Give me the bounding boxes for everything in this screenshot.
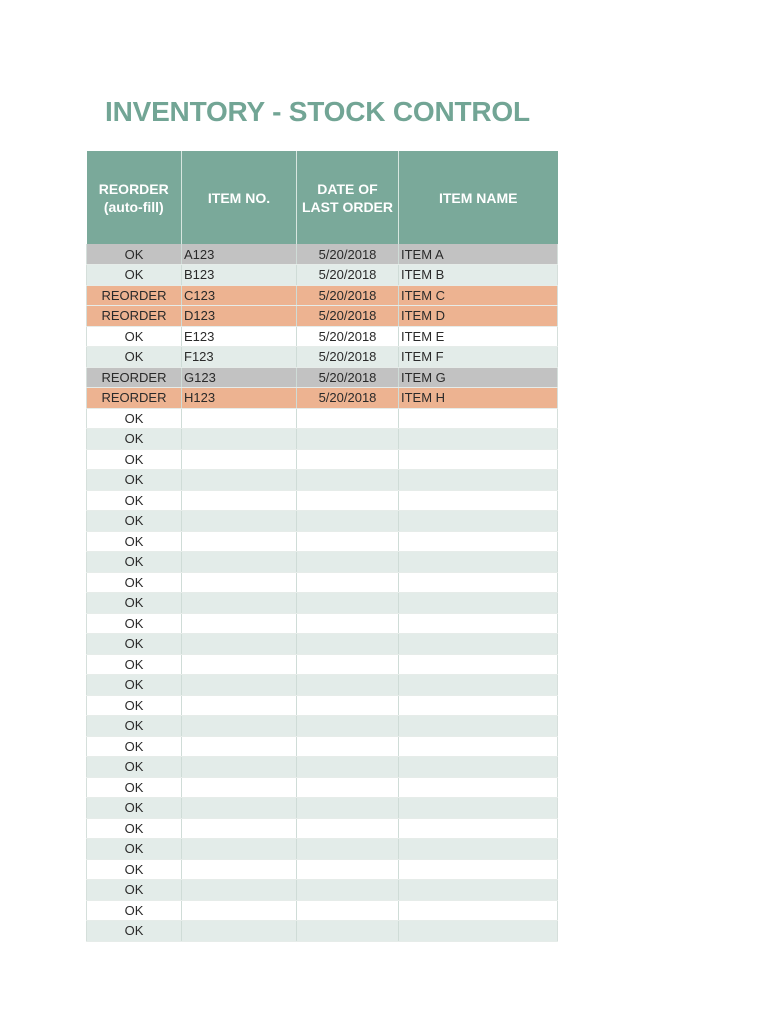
- item-no-cell[interactable]: [182, 552, 297, 573]
- table-row: [87, 880, 558, 901]
- reorder-status-cell[interactable]: OK: [87, 839, 182, 860]
- table-row: [87, 736, 558, 757]
- item-name-cell[interactable]: ITEM E: [399, 326, 558, 347]
- date-cell[interactable]: 5/20/2018: [297, 388, 399, 409]
- item-no-cell[interactable]: [182, 880, 297, 901]
- item-no-cell[interactable]: [182, 531, 297, 552]
- item-name-cell[interactable]: ITEM G: [399, 367, 558, 388]
- item-name-cell[interactable]: [399, 593, 558, 614]
- item-name-cell[interactable]: [399, 449, 558, 470]
- table-row: [87, 449, 558, 470]
- table-row: [87, 285, 558, 306]
- item-no-cell[interactable]: [182, 490, 297, 511]
- reorder-status-cell[interactable]: OK: [87, 613, 182, 634]
- item-no-cell[interactable]: G123: [182, 367, 297, 388]
- reorder-status-cell[interactable]: OK: [87, 531, 182, 552]
- table-row: [87, 326, 558, 347]
- item-name-cell[interactable]: [399, 757, 558, 778]
- date-cell[interactable]: [297, 470, 399, 491]
- item-no-cell[interactable]: [182, 675, 297, 696]
- reorder-status-cell[interactable]: OK: [87, 900, 182, 921]
- date-cell[interactable]: [297, 900, 399, 921]
- date-cell[interactable]: [297, 613, 399, 634]
- item-name-cell[interactable]: [399, 900, 558, 921]
- reorder-status-cell[interactable]: OK: [87, 654, 182, 675]
- item-no-cell[interactable]: F123: [182, 347, 297, 368]
- table-row: [87, 511, 558, 532]
- table-row: [87, 798, 558, 819]
- date-cell[interactable]: [297, 572, 399, 593]
- table-row: [87, 552, 558, 573]
- date-cell[interactable]: [297, 716, 399, 737]
- table-row: [87, 429, 558, 450]
- table-row: [87, 367, 558, 388]
- table-row: [87, 470, 558, 491]
- header-item-no[interactable]: [182, 151, 297, 244]
- reorder-status-cell[interactable]: OK: [87, 449, 182, 470]
- item-no-cell[interactable]: [182, 695, 297, 716]
- item-no-cell[interactable]: [182, 470, 297, 491]
- date-cell[interactable]: [297, 408, 399, 429]
- table-row: [87, 244, 558, 265]
- page-title: INVENTORY - STOCK CONTROL: [105, 96, 530, 127]
- date-cell[interactable]: [297, 921, 399, 942]
- item-name-cell[interactable]: [399, 490, 558, 511]
- reorder-status-cell[interactable]: OK: [87, 777, 182, 798]
- table-row: [87, 900, 558, 921]
- date-cell[interactable]: [297, 675, 399, 696]
- reorder-status-cell[interactable]: OK: [87, 511, 182, 532]
- date-cell[interactable]: 5/20/2018: [297, 347, 399, 368]
- item-name-cell[interactable]: [399, 408, 558, 429]
- item-name-cell[interactable]: [399, 634, 558, 655]
- table-body: [87, 244, 558, 941]
- date-cell[interactable]: 5/20/2018: [297, 326, 399, 347]
- table-row: [87, 695, 558, 716]
- item-name-cell[interactable]: [399, 859, 558, 880]
- table-row: [87, 593, 558, 614]
- date-cell[interactable]: [297, 654, 399, 675]
- reorder-status-cell[interactable]: OK: [87, 572, 182, 593]
- table-row: [87, 265, 558, 286]
- reorder-status-cell[interactable]: OK: [87, 675, 182, 696]
- table-row: [87, 572, 558, 593]
- item-name-cell[interactable]: [399, 818, 558, 839]
- item-name-cell[interactable]: [399, 798, 558, 819]
- item-name-cell[interactable]: ITEM A: [399, 244, 558, 265]
- item-name-cell[interactable]: ITEM F: [399, 347, 558, 368]
- item-name-cell[interactable]: [399, 613, 558, 634]
- reorder-status-cell[interactable]: OK: [87, 818, 182, 839]
- date-cell[interactable]: [297, 880, 399, 901]
- header-item-name-label: ITEM NAME: [438, 189, 518, 206]
- date-cell[interactable]: [297, 511, 399, 532]
- item-name-cell[interactable]: [399, 675, 558, 696]
- table-row: [87, 408, 558, 429]
- date-cell[interactable]: [297, 552, 399, 573]
- table-row: [87, 388, 558, 409]
- item-name-cell[interactable]: ITEM C: [399, 285, 558, 306]
- date-cell[interactable]: [297, 839, 399, 860]
- reorder-status-cell[interactable]: OK: [87, 921, 182, 942]
- item-name-cell[interactable]: [399, 880, 558, 901]
- header-date-line-2: LAST ORDER: [302, 198, 393, 215]
- item-no-cell[interactable]: [182, 859, 297, 880]
- table-row: [87, 716, 558, 737]
- table-row: [87, 490, 558, 511]
- reorder-status-cell[interactable]: OK: [87, 798, 182, 819]
- reorder-status-cell[interactable]: REORDER: [87, 367, 182, 388]
- table-row: [87, 757, 558, 778]
- item-no-cell[interactable]: [182, 757, 297, 778]
- table-row: [87, 347, 558, 368]
- reorder-status-cell[interactable]: OK: [87, 736, 182, 757]
- item-no-cell[interactable]: [182, 593, 297, 614]
- item-no-cell[interactable]: [182, 572, 297, 593]
- item-name-cell[interactable]: [399, 654, 558, 675]
- table-row: [87, 859, 558, 880]
- reorder-status-cell[interactable]: OK: [87, 880, 182, 901]
- item-no-cell[interactable]: D123: [182, 306, 297, 327]
- table-row: [87, 531, 558, 552]
- item-name-cell[interactable]: [399, 777, 558, 798]
- item-name-cell[interactable]: [399, 736, 558, 757]
- table-row: [87, 613, 558, 634]
- reorder-status-cell[interactable]: REORDER: [87, 388, 182, 409]
- date-cell[interactable]: [297, 818, 399, 839]
- reorder-status-cell[interactable]: OK: [87, 716, 182, 737]
- date-cell[interactable]: [297, 490, 399, 511]
- date-cell[interactable]: [297, 695, 399, 716]
- reorder-status-cell[interactable]: OK: [87, 470, 182, 491]
- inventory-table: [86, 151, 558, 942]
- table-row: [87, 818, 558, 839]
- reorder-status-cell[interactable]: OK: [87, 429, 182, 450]
- item-no-cell[interactable]: [182, 613, 297, 634]
- item-no-cell[interactable]: [182, 449, 297, 470]
- reorder-status-cell[interactable]: OK: [87, 490, 182, 511]
- item-no-cell[interactable]: [182, 429, 297, 450]
- reorder-status-cell[interactable]: OK: [87, 552, 182, 573]
- reorder-status-cell[interactable]: OK: [87, 859, 182, 880]
- reorder-status-cell[interactable]: OK: [87, 347, 182, 368]
- item-no-cell[interactable]: [182, 511, 297, 532]
- table-row: [87, 654, 558, 675]
- item-no-cell[interactable]: [182, 900, 297, 921]
- reorder-status-cell[interactable]: OK: [87, 695, 182, 716]
- date-cell[interactable]: [297, 777, 399, 798]
- date-cell[interactable]: [297, 859, 399, 880]
- table-row: [87, 306, 558, 327]
- reorder-status-cell[interactable]: OK: [87, 244, 182, 265]
- item-name-cell[interactable]: ITEM H: [399, 388, 558, 409]
- item-name-cell[interactable]: [399, 470, 558, 491]
- item-no-cell[interactable]: [182, 839, 297, 860]
- header-date-line-1: DATE OF: [317, 180, 378, 197]
- header-reorder-line-1: REORDER: [98, 180, 169, 197]
- table-row: [87, 634, 558, 655]
- reorder-status-cell[interactable]: OK: [87, 326, 182, 347]
- header-reorder-line-2: (auto-fill): [103, 198, 164, 215]
- item-no-cell[interactable]: A123: [182, 244, 297, 265]
- header-date-of-last-order[interactable]: [297, 151, 399, 244]
- date-cell[interactable]: 5/20/2018: [297, 244, 399, 265]
- item-name-cell[interactable]: [399, 572, 558, 593]
- reorder-status-cell[interactable]: REORDER: [87, 306, 182, 327]
- item-name-cell[interactable]: [399, 511, 558, 532]
- item-no-cell[interactable]: C123: [182, 285, 297, 306]
- reorder-status-cell[interactable]: OK: [87, 757, 182, 778]
- reorder-status-cell[interactable]: REORDER: [87, 285, 182, 306]
- reorder-status-cell[interactable]: OK: [87, 593, 182, 614]
- item-no-cell[interactable]: [182, 408, 297, 429]
- header-item-name[interactable]: [399, 151, 558, 244]
- item-name-cell[interactable]: [399, 839, 558, 860]
- date-cell[interactable]: 5/20/2018: [297, 306, 399, 327]
- date-cell[interactable]: [297, 449, 399, 470]
- reorder-status-cell[interactable]: OK: [87, 408, 182, 429]
- item-name-cell[interactable]: [399, 531, 558, 552]
- item-name-cell[interactable]: ITEM D: [399, 306, 558, 327]
- item-no-cell[interactable]: [182, 921, 297, 942]
- item-no-cell[interactable]: [182, 818, 297, 839]
- table-row: [87, 675, 558, 696]
- item-name-cell[interactable]: [399, 429, 558, 450]
- date-cell[interactable]: [297, 798, 399, 819]
- item-no-cell[interactable]: H123: [182, 388, 297, 409]
- date-cell[interactable]: [297, 634, 399, 655]
- item-no-cell[interactable]: E123: [182, 326, 297, 347]
- item-name-cell[interactable]: [399, 695, 558, 716]
- date-cell[interactable]: 5/20/2018: [297, 265, 399, 286]
- item-no-cell[interactable]: [182, 654, 297, 675]
- item-no-cell[interactable]: [182, 634, 297, 655]
- item-name-cell[interactable]: [399, 921, 558, 942]
- item-name-cell[interactable]: [399, 552, 558, 573]
- header-reorder[interactable]: [87, 151, 182, 244]
- item-name-cell[interactable]: [399, 716, 558, 737]
- item-no-cell[interactable]: [182, 777, 297, 798]
- table-header-row: [87, 151, 558, 244]
- date-cell[interactable]: [297, 757, 399, 778]
- date-cell[interactable]: [297, 593, 399, 614]
- date-cell[interactable]: 5/20/2018: [297, 285, 399, 306]
- date-cell[interactable]: [297, 736, 399, 757]
- item-name-cell[interactable]: ITEM B: [399, 265, 558, 286]
- reorder-status-cell[interactable]: OK: [87, 265, 182, 286]
- table-row: [87, 777, 558, 798]
- date-cell[interactable]: 5/20/2018: [297, 367, 399, 388]
- reorder-status-cell[interactable]: OK: [87, 634, 182, 655]
- date-cell[interactable]: [297, 429, 399, 450]
- item-no-cell[interactable]: [182, 798, 297, 819]
- item-no-cell[interactable]: [182, 716, 297, 737]
- item-no-cell[interactable]: B123: [182, 265, 297, 286]
- date-cell[interactable]: [297, 531, 399, 552]
- header-item-no-label: ITEM NO.: [207, 189, 271, 206]
- table-row: [87, 839, 558, 860]
- table-row: [87, 921, 558, 942]
- item-no-cell[interactable]: [182, 736, 297, 757]
